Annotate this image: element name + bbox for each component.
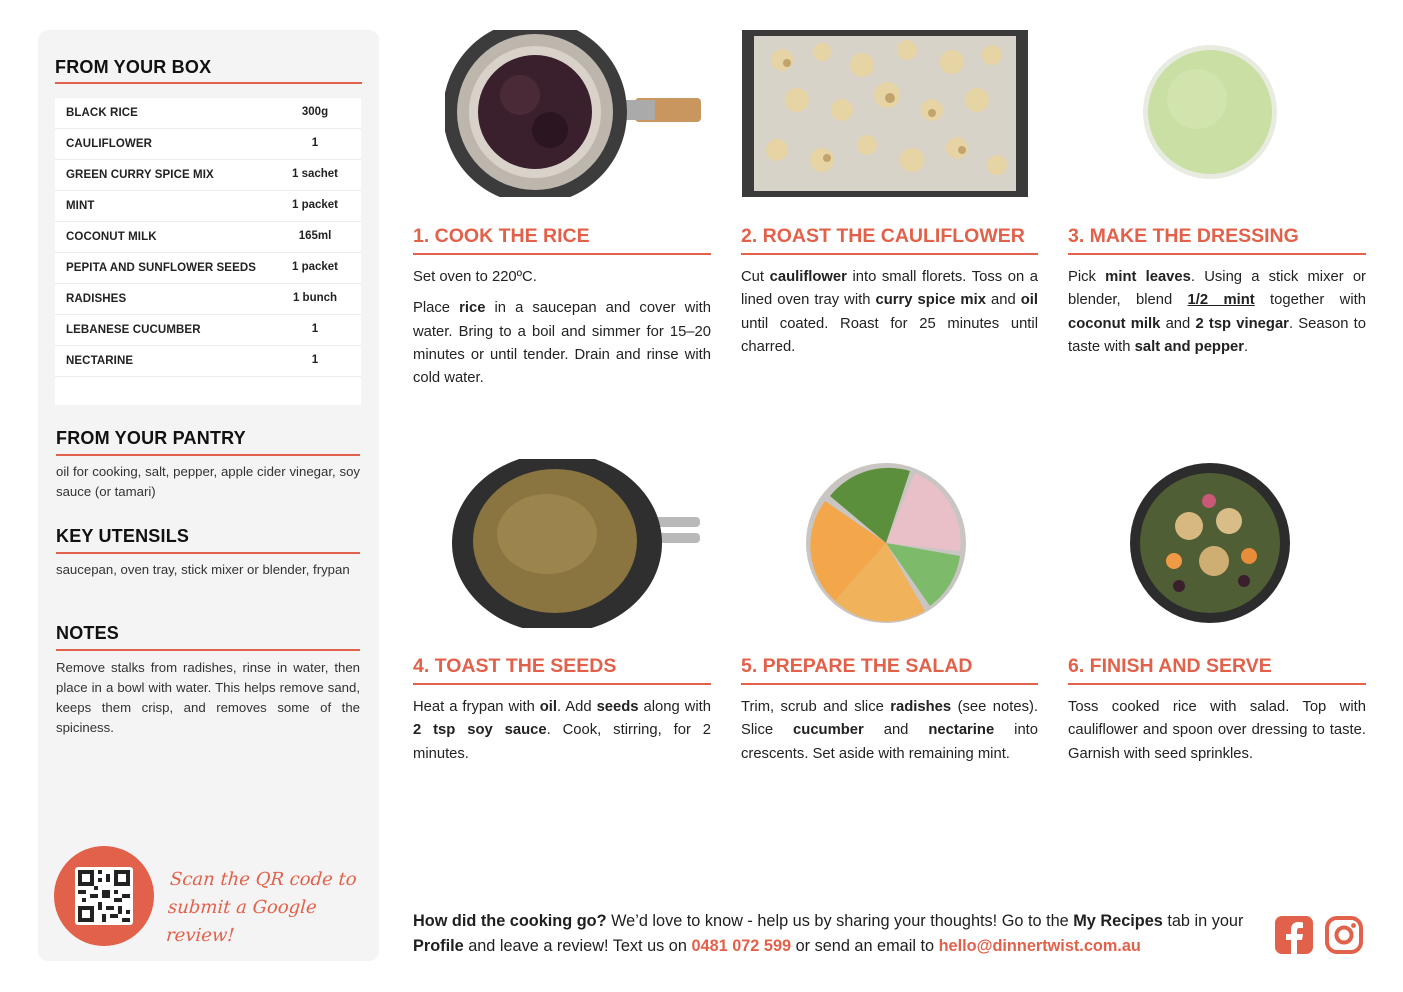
text-span: and leave a review! Text us on — [463, 937, 692, 955]
ingredient-row — [55, 222, 361, 253]
text-span: and — [1160, 315, 1196, 332]
qr-caption-line: Scan the QR code to — [169, 869, 358, 890]
ingredient-qty: 1 — [311, 323, 319, 335]
step-4-text — [413, 696, 711, 766]
ingredient-row — [55, 98, 361, 129]
finished-dish-photo — [1129, 461, 1292, 626]
sidebar — [38, 30, 379, 961]
ingredient-highlight: rice — [459, 300, 486, 317]
ingredient-name: MINT — [66, 200, 95, 212]
step-1-text — [413, 266, 711, 398]
ingredient-name: LEBANESE CUCUMBER — [66, 324, 201, 336]
step-6-rule — [1068, 683, 1366, 685]
text-span: . Season to taste with — [1068, 315, 1367, 355]
step-3-text — [1068, 266, 1366, 359]
utensils-title: KEY UTENSILS — [56, 526, 190, 546]
text-span: until coated. Roast for 25 minutes until charred. — [741, 315, 1038, 355]
ingredient-qty: 1 — [311, 354, 319, 366]
ingredient-highlight: 2 tsp soy sauce — [413, 722, 547, 739]
text-span: in a saucepan and cover with water. Bring to a boil and simmer for 15–20 minutes or until tender. Drain and rinse with cold water. — [413, 300, 711, 387]
text-span: Heat a frypan with — [413, 699, 540, 715]
ingredient-highlight: salt and pepper — [1134, 338, 1244, 355]
text-span: . — [1243, 338, 1249, 355]
ingredient-qty: 1 — [311, 137, 319, 149]
text-span: into crescents. Set aside with remaining mint. — [741, 722, 1039, 762]
step-1-para — [413, 297, 711, 390]
ingredient-row — [55, 191, 361, 222]
ingredient-name: CAULIFLOWER — [66, 138, 153, 150]
text-span: . Using a stick mixer or blender, blend — [1068, 269, 1366, 309]
pantry-title: FROM YOUR PANTRY — [56, 428, 246, 448]
ingredient-name: BLACK RICE — [66, 107, 138, 119]
email-link[interactable]: hello@dinnertwist.com.au — [938, 937, 1141, 955]
ingredient-row — [55, 129, 361, 160]
phone-link[interactable]: 0481 072 599 — [691, 937, 792, 955]
ingredient-name: NECTARINE — [66, 355, 134, 367]
dressing-photo — [1142, 44, 1278, 180]
rice-photo — [445, 30, 703, 197]
text-span: into small florets. Toss on a lined oven tray with — [741, 269, 1038, 309]
qr-code-icon[interactable] — [75, 867, 133, 925]
footer-question: How did the cooking go? — [413, 912, 607, 930]
review-footer — [413, 909, 1263, 959]
ingredient-row — [55, 160, 361, 191]
text-span: along with — [638, 699, 711, 715]
ingredient-name: GREEN CURRY SPICE MIX — [66, 169, 214, 181]
notes-title: NOTES — [56, 623, 120, 643]
qr-badge — [54, 846, 154, 946]
step-4-title: 4. TOAST THE SEEDS — [413, 655, 617, 677]
qr-review-caption — [165, 866, 382, 950]
text-span: Cut — [741, 269, 770, 285]
step-5-title: 5. PREPARE THE SALAD — [741, 655, 973, 677]
text-span: . Add — [557, 699, 597, 715]
ingredient-highlight: cauliflower — [769, 269, 847, 285]
text-span: and — [863, 722, 929, 739]
cauliflower-photo — [742, 30, 1028, 197]
pantry-text: oil for cooking, salt, pepper, apple cider vinegar, soy sauce (or tamari) — [56, 464, 360, 499]
text-span: or send an email to — [791, 937, 939, 955]
ingredient-qty: 1 sachet — [291, 168, 339, 180]
qr-caption-line: submit a Google review! — [165, 897, 318, 946]
box-title: FROM YOUR BOX — [55, 57, 212, 77]
ingredient-highlight: coconut milk — [1068, 315, 1161, 332]
ingredient-qty: 1 packet — [291, 261, 339, 273]
ingredient-highlight: oil — [1020, 292, 1038, 309]
utensils-rule — [56, 552, 360, 554]
ingredient-row — [55, 315, 361, 346]
ingredient-highlight: cucumber — [793, 722, 864, 739]
step-2-title: 2. ROAST THE CAULIFLOWER — [741, 225, 1025, 247]
ingredient-highlight: curry spice mix — [875, 292, 986, 309]
step-6-title: 6. FINISH AND SERVE — [1068, 655, 1272, 677]
utensils-text: saucepan, oven tray, stick mixer or blender, frypan — [56, 562, 350, 577]
step-6-text: Toss cooked rice with salad. Top with cauliflower and spoon over dressing to taste. Garnish with seed sprinkles. — [1068, 699, 1366, 762]
text-span: (see notes). Slice — [741, 699, 1039, 739]
seeds-photo — [452, 459, 704, 628]
facebook-icon[interactable] — [1275, 916, 1313, 954]
ingredient-name: COCONUT MILK — [66, 231, 157, 243]
notes-text: Remove stalks from radishes, rinse in water, then place in a bowl with water. This helps remove sand, keeps them crisp, and removes some of the spiciness. — [56, 660, 360, 735]
step-1-rule — [413, 253, 711, 255]
text-span: . Cook, stirring, for 2 minutes. — [413, 722, 712, 762]
text-span: Place — [413, 300, 460, 317]
step-5-rule — [741, 683, 1038, 685]
profile-link[interactable]: Profile — [413, 937, 464, 955]
step-2-rule — [741, 253, 1038, 255]
notes-rule — [56, 649, 360, 651]
text-span: Pick — [1068, 269, 1106, 285]
step-5-text — [741, 696, 1038, 766]
ingredient-name: PEPITA AND SUNFLOWER SEEDS — [66, 262, 257, 274]
ingredient-row — [55, 253, 361, 284]
ingredient-qty: 1 packet — [291, 199, 339, 211]
salad-prep-photo — [805, 461, 967, 626]
ingredient-highlight: 1/2 mint — [1187, 292, 1255, 309]
ingredient-highlight: 2 tsp vinegar — [1195, 315, 1289, 332]
ingredient-highlight: radishes — [890, 699, 952, 715]
step-3-title: 3. MAKE THE DRESSING — [1068, 225, 1299, 247]
text-span: and — [985, 292, 1021, 309]
ingredient-row — [55, 284, 361, 315]
ingredient-qty: 300g — [301, 106, 329, 118]
box-title-rule — [55, 82, 362, 84]
ingredients-table — [55, 98, 361, 405]
text-span: tab in your — [1162, 912, 1244, 930]
ingredient-highlight: oil — [539, 699, 558, 715]
ingredient-qty: 1 bunch — [292, 292, 338, 304]
ingredient-highlight: seeds — [596, 699, 639, 715]
step-2-text — [741, 266, 1038, 359]
ingredient-name: RADISHES — [66, 293, 127, 305]
ingredient-row — [55, 346, 361, 377]
my-recipes-link[interactable]: My Recipes — [1073, 912, 1163, 930]
text-span: together with — [1254, 292, 1366, 309]
text-span: We’d love to know - help us by sharing your thoughts! Go to the — [606, 912, 1074, 930]
text-span: Trim, scrub and slice — [741, 699, 891, 715]
step-3-rule — [1068, 253, 1366, 255]
pantry-rule — [56, 454, 360, 456]
step-1-para: Set oven to 220ºC. — [413, 269, 537, 285]
ingredient-qty: 165ml — [298, 230, 332, 242]
ingredient-highlight: nectarine — [928, 722, 995, 739]
step-1-title: 1. COOK THE RICE — [413, 225, 590, 247]
step-4-rule — [413, 683, 711, 685]
instagram-icon[interactable] — [1325, 916, 1363, 954]
ingredient-highlight: mint leaves — [1105, 269, 1191, 285]
